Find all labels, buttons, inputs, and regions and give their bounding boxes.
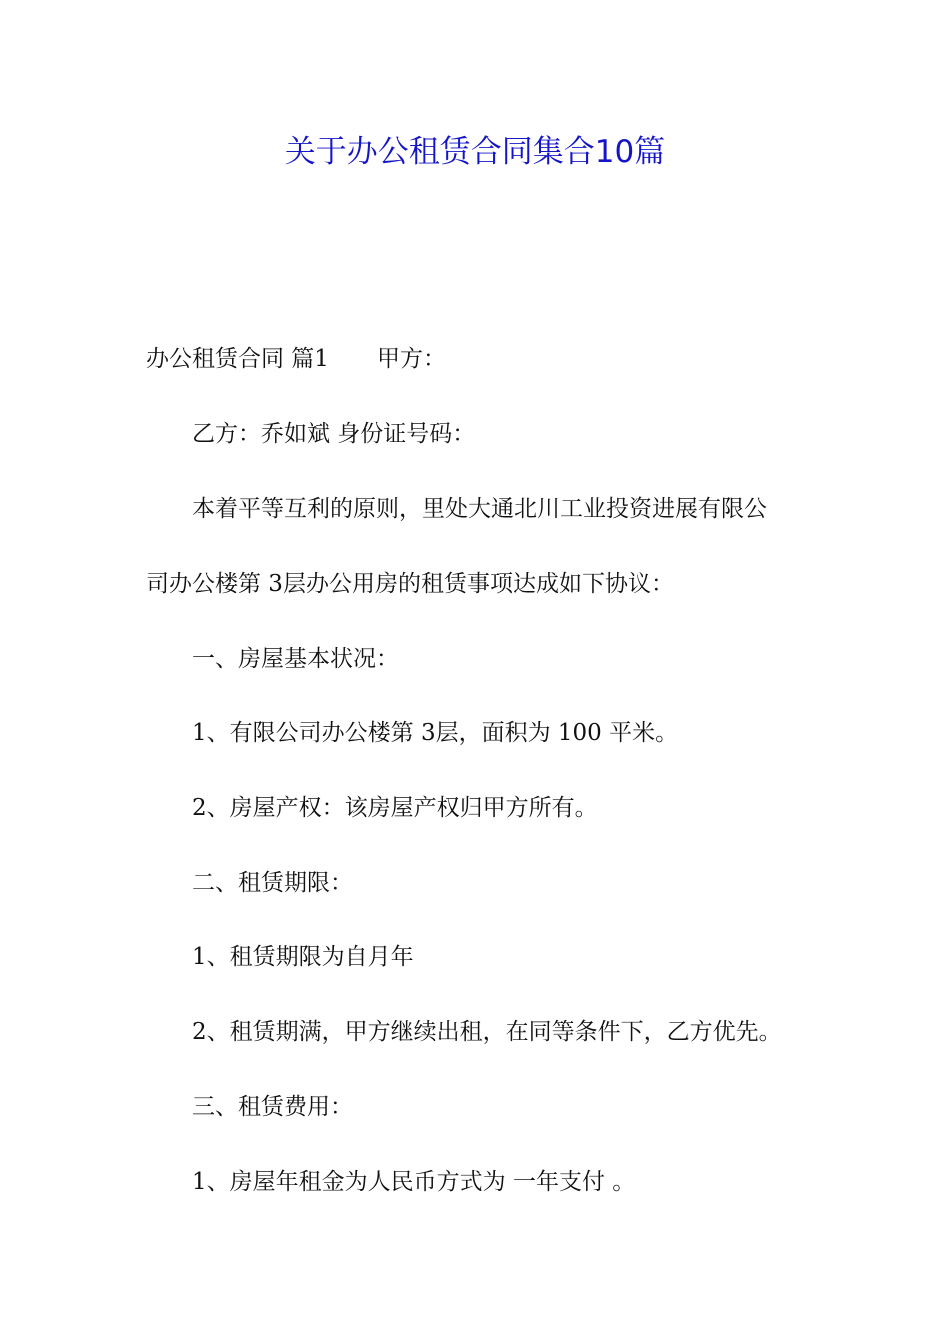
document-title: 关于办公租赁合同集合10篇: [284, 134, 666, 170]
section-heading: 一、房屋基本状况：: [192, 646, 399, 672]
section-heading: 二、租赁期限：: [192, 870, 353, 896]
clause-item: 1、房屋年租金为人民币方式为 一年支付 。: [192, 1169, 636, 1195]
section-heading: 三、租赁费用：: [192, 1094, 353, 1120]
party-a-label: 甲方：: [376, 346, 446, 372]
contract-heading-line: [146, 342, 446, 376]
paragraph-line: 本着平等互利的原则，里处大通北川工业投资进展有限公: [192, 496, 767, 522]
contract-heading-label: 办公租赁合同 篇1: [146, 346, 329, 372]
clause-item: 2、租赁期满，甲方继续出租，在同等条件下，乙方优先。: [192, 1019, 782, 1045]
clause-item: 1、有限公司办公楼第 3层，面积为 100 平米。: [192, 720, 679, 746]
paragraph-line: 司办公楼第 3层办公用房的租赁事项达成如下协议：: [146, 571, 674, 597]
clause-item: 2、房屋产权：该房屋产权归甲方所有。: [192, 795, 598, 821]
clause-item: 1、租赁期限为自月年: [192, 944, 414, 970]
party-b-line: 乙方：乔如斌 身份证号码：: [192, 421, 476, 447]
